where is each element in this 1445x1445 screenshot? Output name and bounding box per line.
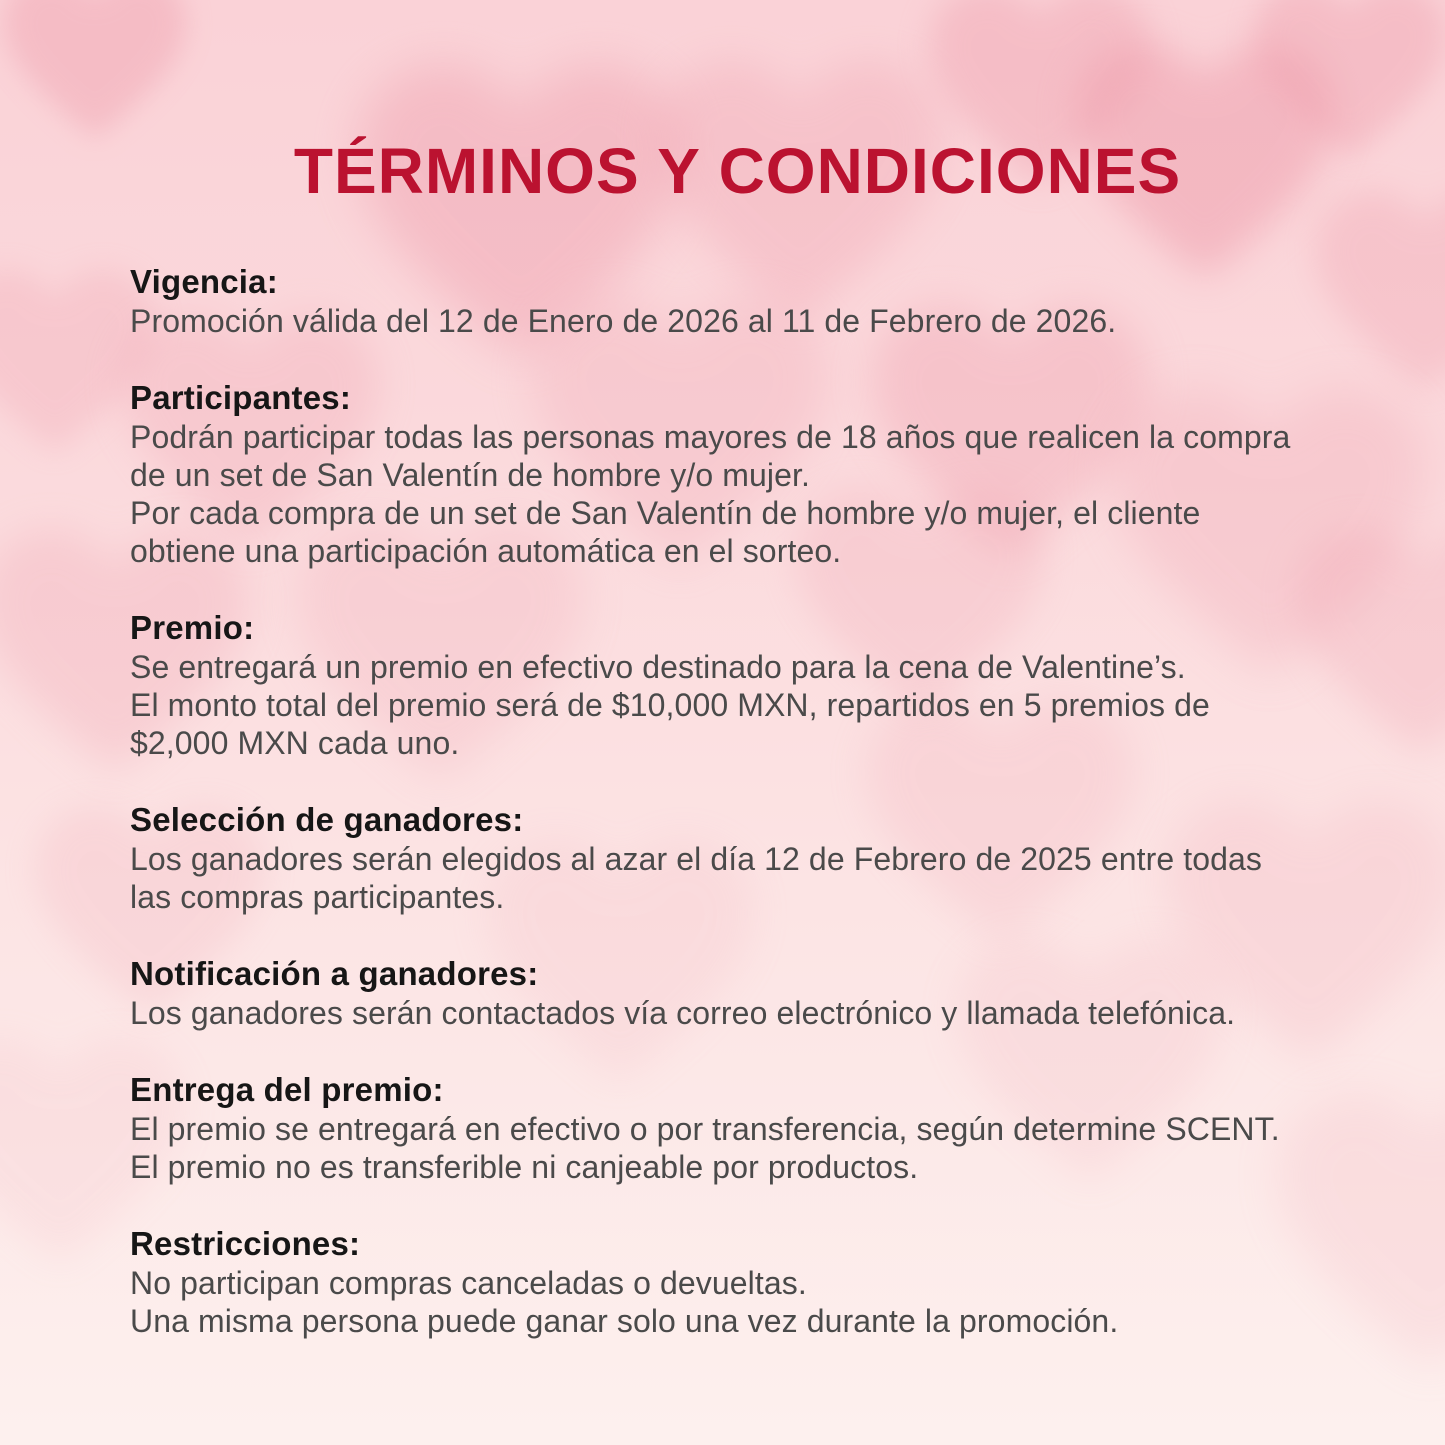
terms-section <box>130 262 1345 340</box>
section-line: No participan compras canceladas o devueltas. <box>130 1265 807 1302</box>
section-heading: Vigencia: <box>130 263 278 301</box>
terms-section <box>130 1224 1345 1340</box>
section-heading: Selección de ganadores: <box>130 801 524 839</box>
section-line: Por cada compra de un set de San Valentín de hombre y/o mujer, el cliente <box>130 495 1201 532</box>
section-line: Los ganadores serán elegidos al azar el día 12 de Febrero de 2025 entre todas <box>130 841 1263 878</box>
section-heading: Premio: <box>130 609 255 647</box>
page-title: TÉRMINOS Y CONDICIONES <box>293 135 1182 207</box>
terms-section <box>130 378 1345 570</box>
terms-section <box>130 608 1345 762</box>
section-line: Se entregará un premio en efectivo destinado para la cena de Valentine’s. <box>130 649 1186 686</box>
terms-section <box>130 800 1345 916</box>
section-line: Promoción válida del 12 de Enero de 2026 al 11 de Febrero de 2026. <box>130 303 1117 340</box>
section-line: Podrán participar todas las personas mayores de 18 años que realicen la compra <box>130 419 1291 456</box>
section-heading: Entrega del premio: <box>130 1071 444 1109</box>
section-line: El premio se entregará en efectivo o por transferencia, según determine SCENT. <box>130 1111 1280 1148</box>
terms-section <box>130 954 1345 1032</box>
terms-sections <box>130 262 1345 1340</box>
section-line: El premio no es transferible ni canjeable por productos. <box>130 1149 919 1186</box>
terms-section <box>130 1070 1345 1186</box>
section-line: $2,000 MXN cada uno. <box>130 725 460 762</box>
section-line: Los ganadores serán contactados vía correo electrónico y llamada telefónica. <box>130 995 1236 1032</box>
section-heading: Notificación a ganadores: <box>130 955 539 993</box>
section-line: El monto total del premio será de $10,000 MXN, repartidos en 5 premios de <box>130 687 1210 724</box>
section-heading: Restricciones: <box>130 1225 361 1263</box>
section-line: Una misma persona puede ganar solo una vez durante la promoción. <box>130 1303 1119 1340</box>
section-line: obtiene una participación automática en el sorteo. <box>130 533 842 570</box>
section-heading: Participantes: <box>130 379 352 417</box>
section-line: de un set de San Valentín de hombre y/o mujer. <box>130 457 810 494</box>
section-line: las compras participantes. <box>130 879 505 916</box>
